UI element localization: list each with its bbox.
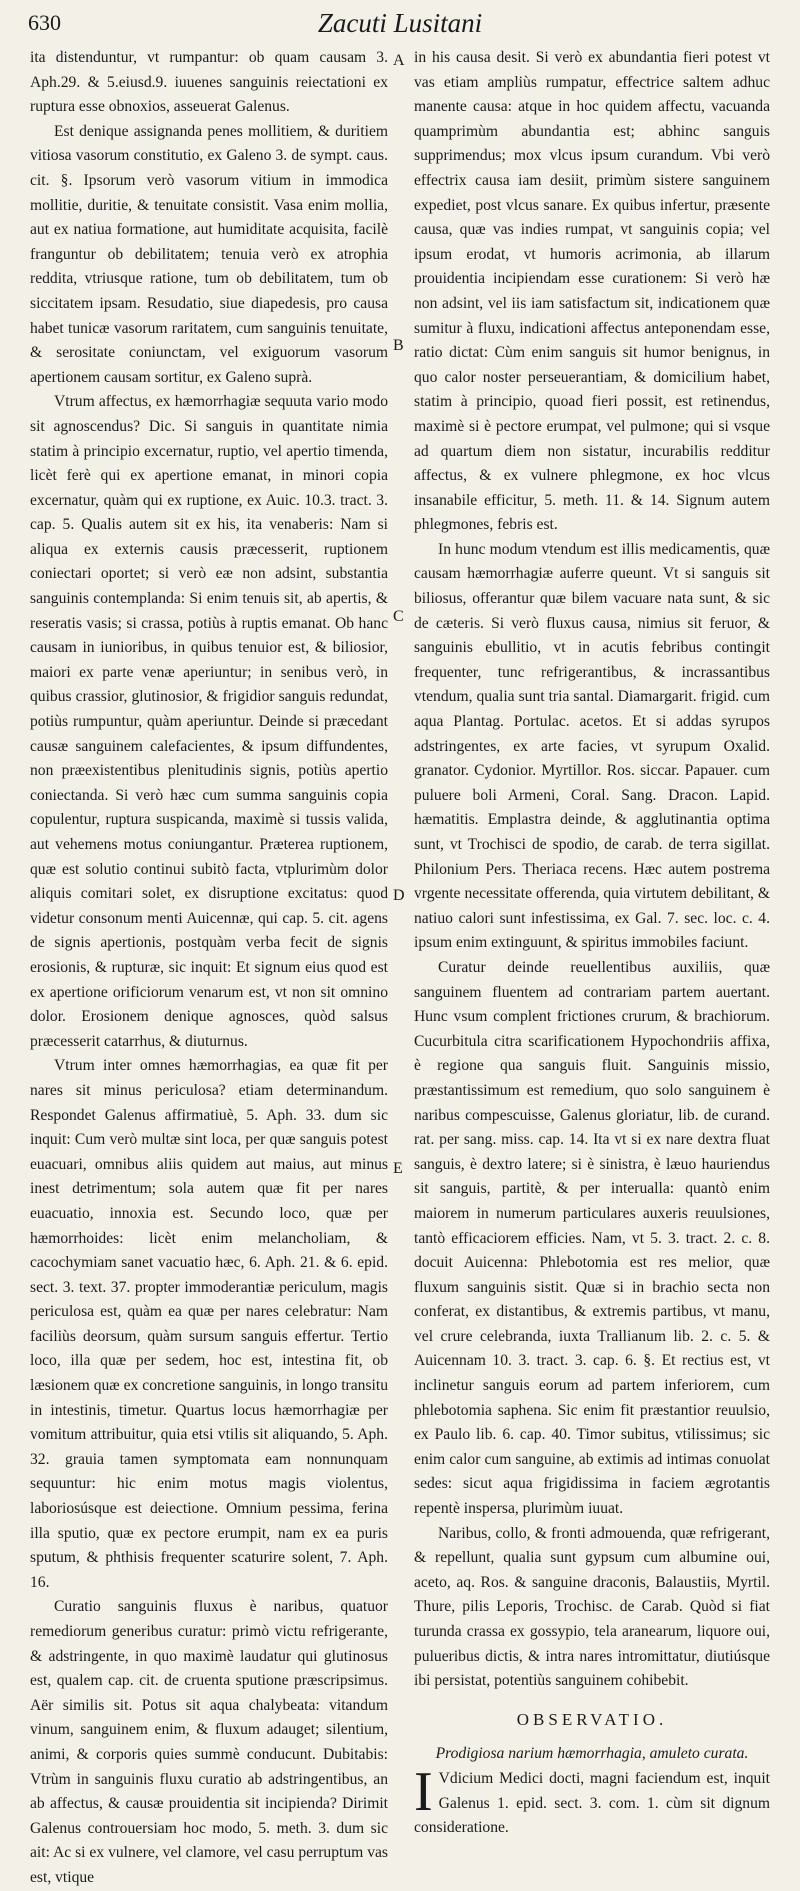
paragraph: Naribus, collo, & fronti admouenda, quæ refrigerant, & repellunt, qualia sunt gypsum cum albumine oui, aceto, aq. Ros. & sanguine draconis, Balaustiis, Myrtil. Thure, pilis Leporis, Trochisc. de Carab. Quòd si fiat turunda crassa ex gossypio, tela aranearum, liquore oui, pulueribus dictis, & intra nares intromittatur, diutiúsque ibi persistat, potentiùs sanguinem cohibebit. (414, 1524, 770, 1690)
paragraph: Vtrum inter omnes hæmorrhagias, ea quæ fit per nares sit minus periculosa? etiam determinandum. Respondet Galenus affirmatiuè, 5. Aph. 33. dum sic inquit: Cum verò multæ sint loca, per quæ sanguis potest euacuari, omnibus aliis quidem aut maius, aut minus inest detrimentum; sola autem quæ fit per nares euacuatio, innoxia est. Secundo loco, quæ per hæmorrhoides: licèt enim melancholiam, & cacochymiam sanet vacuatio hæc, 6. Aph. 21. & 6. epid. sect. 3. text. 37. propter immoderantiæ periculum, magis periculosa est, quàm ea quæ per nares celebratur: Nam faciliùs deorsum, quàm sursum sanguis effertur. Tertio loco, illa quæ per sedem, hoc est, intestina fit, ob læsionem quæ ex concretione sanguinis, in longo transitu in intestinis, timetur. Quartus locus hæmorrhagiæ per vomitum attribuitur, quia etsi vtilis sit aliquando, 5. Aph. 32. grauia tamen symptomata eam nonnunquam sequuntur: hic enim motus magis violentus, laboriosúsque est deiectione. Omnium pessima, ferina illa sputio, quæ ex pectore erumpit, nam ex ea puris sputum, & phthisis frequenter scaturire solent, 7. Aph. 16. (30, 1057, 388, 1591)
section-title: OBSERVATIO. (516, 1709, 668, 1729)
section-subtitle: Prodigiosa narium hæmorrhagia, amuleto curata. (435, 1745, 749, 1763)
running-title: Zacuti Lusitani (317, 8, 483, 38)
page-number: 630 (28, 10, 61, 35)
margin-letter: C (393, 608, 404, 625)
paragraph: Curatur deinde reuellentibus auxiliis, quæ sanguinem fluentem ad contrariam partem auertant. Hunc vsum complent frictiones crurum, & brachiorum. Cucurbitula citra scarificationem Hypochondriis affixa, è regione qua sanguis fluit. Sanguinis missio, præstantissimum est remedium, quo solo sanguinem è naribus compescuisse, Galenus gloriatur, lib. de curand. rat. per sang. miss. cap. 14. Ita vt si ex nare dextra fluat sanguis, è dextro latere; si è sinistra, è læuo hauriendus sit sanguis, partitè, & per interualla: quantò enim maiorem in numerum particulares auxeris reuulsiones, tantò efficaciorem efficies. Nam, vt 5. 3. tract. 2. c. 8. docuit Auicenna: Phlebotomia est res melior, quæ fluxum sanguinis sistit. Quæ si in brachio secta non conferat, ex distantibus, & extremis partibus, vt manu, vel crure celebranda, iuxta Trallianum lib. 2. c. 5. & Auicennam 10. 3. tract. 3. cap. 6. §. Et rectius est, vt inclinetur sanguis eorum ad partem inferiorem, cum phlebotomia saphena. Sic enim fit præstantior reuulsio, ex Paulo lib. 6. cap. 40. Timor subitus, vtilissimus; sic enim calor cum sanguine, ab extimis ad intimas conuolat sedes: sicut aqua frigidissima in faciem ægrotantis repentè inspersa, plurimùm iuuat. (414, 958, 770, 1518)
margin-letter: A (393, 52, 405, 69)
right-column (414, 46, 770, 1837)
drop-cap: I (414, 1760, 433, 1823)
margin-letter: B (393, 337, 404, 354)
paragraph: Vtrum affectus, ex hæmorrhagiæ sequuta vario modo sit agnoscendus? Dic. Si sanguis in quantitate nimia statim à principio excernatur, ruptio, vel apertio timenda, licèt ferè qui ex apertione emanat, in minori copia excernatur, quàm qui ex ruptione, ex Auic. 10.3. tract. 3. cap. 5. Qualis autem sit ex his, ita venaberis: Nam si aliqua ex externis causis præcesserit, ruptionem coniectari oportet; si verò eæ non adsint, substantia sanguinis contemplanda: Si enim tenuis sit, ab apertis, & reseratis vasis; si crassa, potiùs à ruptis emanat. Ob hanc causam in iunioribus, in quibus tenuior est, & biliosior, maiori ex parte venæ aperiuntur; in senibus verò, in quibus crassior, glutinosior, & frigidior sanguis redundat, potiùs rumpuntur, quàm aperiuntur. Deinde si præcedant causæ sanguinem calefacientes, & ipsum diffundentes, non præexistentibus plenitudinis signis, potiùs apertio coniectanda. Si verò hæc cum summa sanguinis copia copulentur, ruptura suspicanda, maximè si tussis valida, aut vehemens motus coniungantur. Præterea ruptionem, quæ est solutio continui subitò facta, vtplurimùm dolor aliquis comitari solet, ex disruptione excitatus: quod videtur consonum menti Auicennæ, qui cap. 5. cit. agens de signis apertionis, postquàm verba fecit de signis erosionis, & rupturæ, sic inquit: Et signum eius quod est ex apertione orificiorum venarum est, vt non sit omnino dolor. Erosionem denique agnosces, quòd salsus præcesserit catarrhus, & diuturnus. (30, 393, 388, 1050)
paragraph: In hunc modum vtendum est illis medicamentis, quæ causam hæmorrhagiæ auferre queunt. Vt si sanguis sit biliosus, offerantur quæ bilem vacuare nata sunt, & sic de cæteris. Si verò fluxus causa, nimius sit feruor, & sanguinis ebullitio, vt in acutis febribus contingit frequenter, tunc refrigerantibus, & incrassantibus vtendum, qualia sunt tria santal. Diamargarit. frigid. cum aqua Plantag. Portulac. acetos. Et si addas syrupos adstringentes, ex arte facies, vt syrupum Oxalid. granator. Cydonior. Myrtillor. Ros. siccar. Papauer. cum puluere boli Armeni, Coral. Sang. Dracon. Lapid. hæmatitis. Emplastra deinde, & agglutinantia optima sunt, vt Trochisci de spodio, de carab. de terra sigillat. Philonium Pers. Theriaca recens. Hæc autem postrema vrgente necessitate offerenda, quia virtutem debilitant, & natiuo calori sunt infestissima, ex Gal. 7. sec. loc. c. 4. ipsum enim extinguunt, & spiritus immobiles faciunt. (414, 540, 770, 952)
paragraph: ita distenduntur, vt rumpantur: ob quam causam 3. Aph.29. & 5.eiusd.9. iuuenes sanguinis reiectationi ex ruptura esse obnoxios, asseuerat Galenus. (30, 49, 388, 116)
paragraph: in his causa desit. Si verò ex abundantia fieri potest vt vas etiam ampliùs rumpatur, effectrice saltem adhuc manente causa: atque in hoc quidem affectu, vacuanda quamprimùm abundantia est; abhinc sanguis supprimendus; mox vlcus ipsum curandum. Vbi verò effectrix causa iam desiit, primùm sistere sanguinem expediet, post vlcus sanare. Ex quibus infertur, præsente causa, quæ vas indies rumpat, vt sanguinis copia; vel ipsum erodat, vt humoris acrimonia, ab illarum prouidentia incipiendam esse curationem: Si verò hæ non adsint, vel iis iam satisfactum sit, indicationem quæ sumitur à fluxu, indicationi affectus anteponendam esse, ratio dictat: Cùm enim sanguis sit humor benignus, in quo calor noster perseuerantiam, & domicilium habet, statim à principio, quoad fieri possit, est retinendus, maximè si è pectore erumpat, vel pulmone; qui si vsque ad quartum diem non sistatur, incurabilis redditur affectus, & ex vulnere phlegmone, ex hoc vlcus insanabile efficitur, 5. meth. 11. & 14. Signum autem phlegmones, febris est. (414, 49, 770, 534)
paragraph: Curatio sanguinis fluxus è naribus, quatuor remediorum generibus curatur: primò victu refrigerante, & adstringente, in quo maximè laudatur qui glutinosus est, qualem cap. cit. de cruenta sputione præscripsimus. Aër similis sit. Potus sit aqua chalybeata: vitandum vinum, sanguinem enim, & fluxum adauget; silentium, animi, & corporis quies summè conducunt. Dubitabis: Vtrùm in sanguinis fluxu curatio ab adstringentibus, an ab affectus, & causæ prouidentia sit incipienda? Dirimit Galenus controuersiam hoc modo, 5. meth. 3. dum sic ait: Ac si ex vulnere, vel clamore, vel casu perruptum vas est, vtique (30, 1598, 388, 1886)
page-header (20, 4, 780, 44)
margin-letter: D (393, 887, 405, 904)
left-column (30, 46, 388, 1886)
observatio-paragraph (414, 1760, 770, 1841)
paragraph: Est denique assignanda penes mollitiem, & duritiem vitiosa vasorum constitutio, ex Galeno 3. de sympt. caus. cit. §. Ipsorum verò vasorum vitium in immodica mollitie, duritie, & tenuitate consistit. Vasa enim mollia, aut ex natiua formatione, aut humiditate acquisita, facilè franguntur ob debilitatem; tenuia verò ex atrophia reddita, vtriusque ratione, tum ob debilitatem, tum ob siccitatem ipsam. Resudatio, siue diapedesis, pro causa habet tunicæ vasorum raritatem, cum sanguinis tenuitate, & serositate coniunctam, vel exiguorum vasorum apertionem causam sortitur, ex Galeno suprà. (30, 122, 388, 386)
margin-letter: E (393, 1160, 403, 1177)
observatio-text: Vdicium Medici docti, magni faciendum est, inquit Galenus 1. epid. sect. 3. com. 1. cùm sit dignum consideratione. (414, 1769, 770, 1837)
